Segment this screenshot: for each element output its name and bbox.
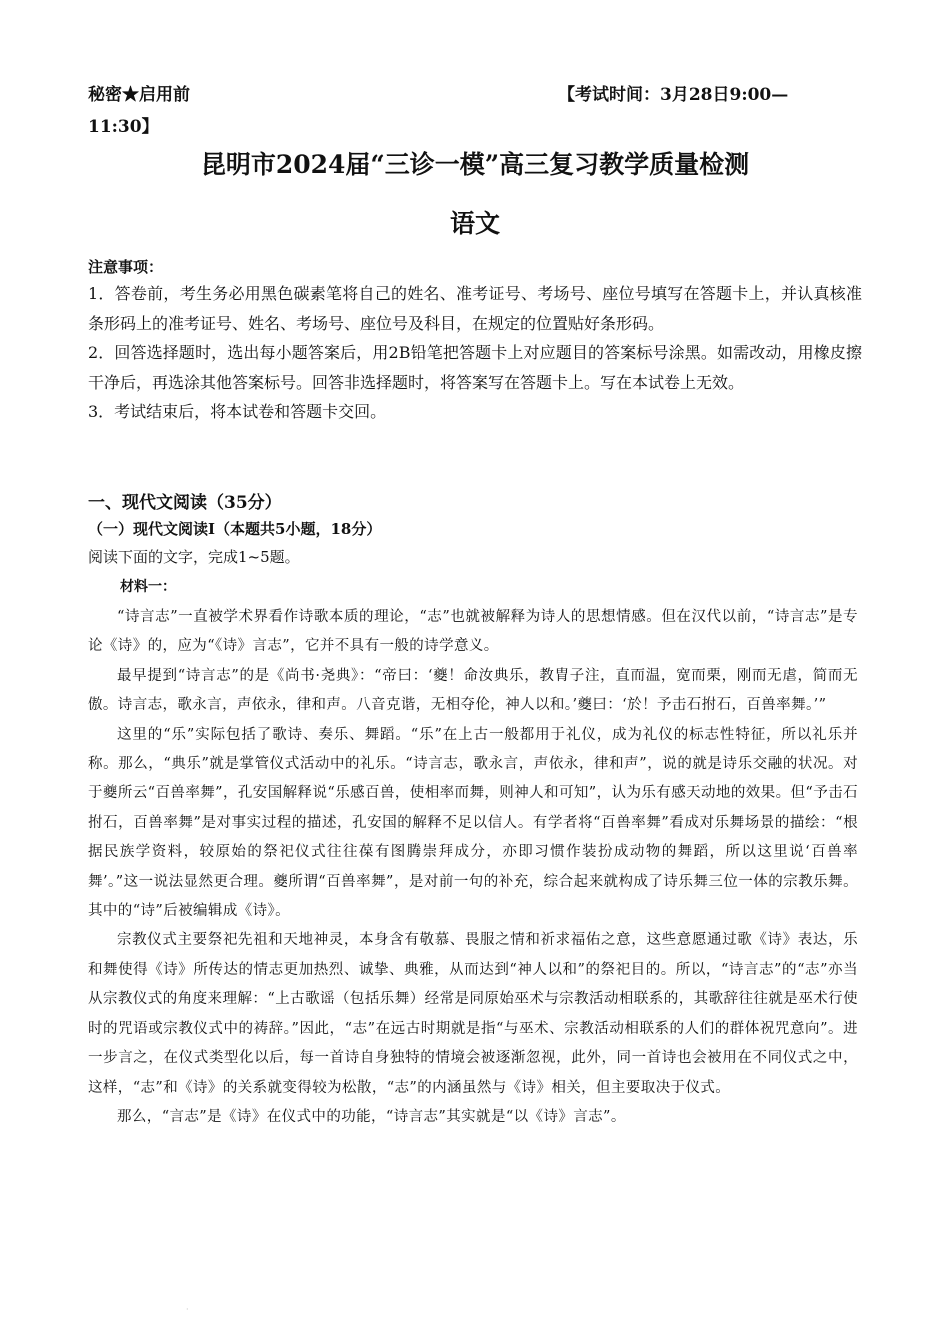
notes-list xyxy=(88,279,862,427)
exam-time-continued: 11:30】 xyxy=(88,117,159,137)
note-item-3: 3．考试结束后，将本试卷和答题卡交回。 xyxy=(88,402,387,421)
secret-label: 秘密★启用前 xyxy=(88,85,190,105)
paragraph-1: “诗言志”一直被学术界看作诗歌本质的理论，“志”也就被解释为诗人的思想情感。但在汉代以前，“诗言志”是专论《诗》的，应为“《诗》言志”，它并不具有一般的诗学意义。 xyxy=(88,609,858,655)
section-instruction: 阅读下面的文字，完成1~5题。 xyxy=(88,548,300,566)
paragraph-5: 那么，“言志”是《诗》在仪式中的功能，“诗言志”其实就是“以《诗》言志”。 xyxy=(117,1108,626,1125)
paragraph-3: 这里的“乐”实际包括了歌诗、奏乐、舞蹈。“乐”在上古一般都用于礼仪，成为礼仪的标志性特征，所以礼乐并称。那么，“典乐”就是掌管仪式活动中的礼乐。“诗言志，歌永言，声依永，律和声”，说的就是诗乐交融的状况。对于夔所云“百兽率舞”，孔安国解释说“乐感百兽，使相率而舞，则神人和可知”，认为乐有感天动地的效果。但“予击石拊石，百兽率舞”是对事实过程的描述，孔安国的解释不足以信人。有学者将“百兽率舞”看成对乐舞场景的描绘：“根据民族学资料，较原始的祭祀仪式往往葆有图腾崇拜成分，亦即习惯作装扮成动物的舞蹈，所以这里说‘百兽率舞’。”这一说法显然更合理。夔所谓“百兽率舞”，是对前一句的补充，综合起来就构成了诗乐舞三位一体的宗教乐舞。其中的“诗”后被编辑成《诗》。 xyxy=(88,726,858,920)
exam-time: 【考试时间：3月28日9:00— xyxy=(558,85,789,105)
subject-title: 语文 xyxy=(449,209,500,238)
section-subtitle: （一）现代文阅读Ⅰ（本题共5小题，18分） xyxy=(88,520,382,538)
section-title: 一、现代文阅读（35分） xyxy=(88,493,282,513)
notes-heading: 注意事项： xyxy=(88,258,164,276)
paragraph-4: 宗教仪式主要祭祀先祖和天地神灵，本身含有敬慕、畏服之情和祈求福佑之意，这些意愿通过歌《诗》表达，乐和舞使得《诗》所传达的情志更加热烈、诚挚、典雅，从而达到“神人以和”的祭祀目的。所以，“诗言志”的“志”亦当从宗教仪式的角度来理解：“上古歌谣（包括乐舞）经常是同原始巫术与宗教活动相联系的，其歌辞往往就是巫术行使时的咒语或宗教仪式中的祷辞。”因此，“志”在远古时期就是指“与巫术、宗教活动相联系的人们的群体祝咒意向”。进一步言之，在仪式类型化以后，每一首诗自身独特的情境会被逐渐忽视，此外，同一首诗也会被用在不同仪式之中，这样，“志”和《诗》的关系就变得较为松散，“志”的内涵虽然与《诗》相关，但主要取决于仪式。 xyxy=(88,932,858,1096)
material-text xyxy=(88,603,858,1132)
exam-title: 昆明市2024届“三诊一模”高三复习教学质量检测 xyxy=(200,150,750,179)
paragraph-2: 最早提到“诗言志”的是《尚书·尧典》：“帝曰：‘夔！命汝典乐，教胄子注，直而温，宽而栗，刚而无虐，简而无傲。诗言志，歌永言，声依永，律和声。八音克谐，无相夺伦，神人以和。’夔曰：‘於！予击石拊石，百兽率舞。’” xyxy=(88,667,858,714)
material-label: 材料一： xyxy=(120,579,176,595)
note-item-1: 1．答卷前，考生务必用黑色碳素笔将自己的姓名、准考证号、考场号、座位号填写在答题卡上，并认真核准条形码上的准考证号、姓名、考场号、座位号及科目，在规定的位置贴好条形码。 xyxy=(88,284,862,333)
note-item-2: 2．回答选择题时，选出每小题答案后，用2B铅笔把答题卡上对应题目的答案标号涂黑。如需改动，用橡皮擦干净后，再选涂其他答案标号。回答非选择题时，将答案写在答题卡上。写在本试卷上无效。 xyxy=(88,343,862,392)
footer-mark: · xyxy=(186,1305,189,1314)
